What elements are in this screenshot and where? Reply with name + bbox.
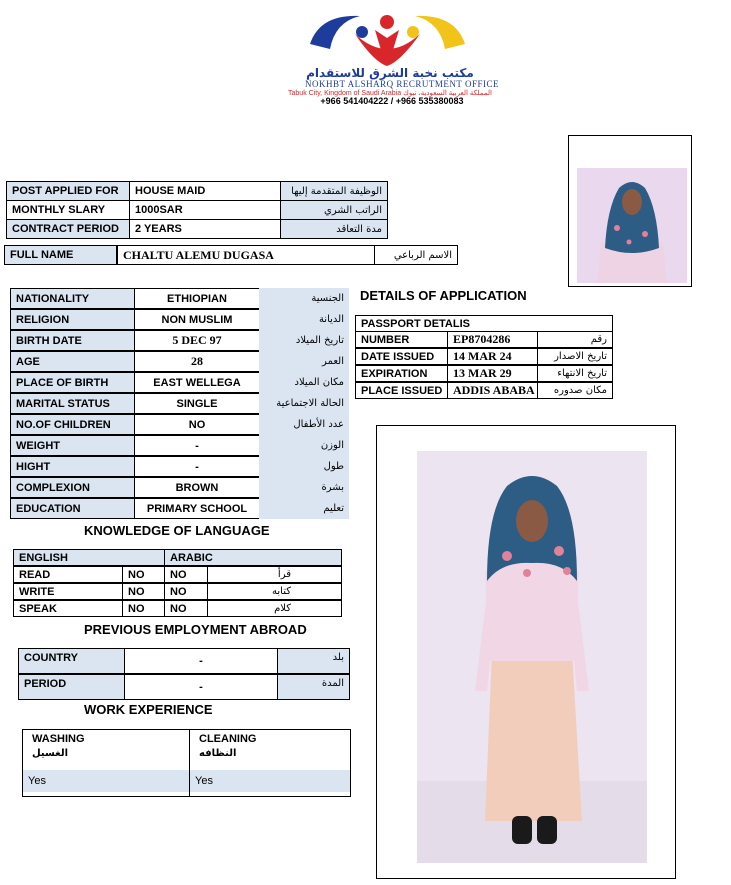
passport-value: 14 MAR 24 xyxy=(447,348,538,365)
personal-value: NO xyxy=(134,414,260,435)
experience-cell xyxy=(189,729,351,797)
experience-cell xyxy=(22,729,190,797)
personal-value: - xyxy=(134,456,260,477)
passport-label: DATE ISSUED xyxy=(355,348,448,365)
lang-col-arabic: ARABIC xyxy=(164,549,342,566)
salary-label: MONTHLY SLARY xyxy=(6,200,130,220)
employment-value: - xyxy=(124,674,278,700)
employment-heading: PREVIOUS EMPLOYMENT ABROAD xyxy=(84,622,307,637)
lang-arabic-value: NO xyxy=(164,583,208,600)
passport-label-ar: تاريخ الاصدار xyxy=(537,348,613,365)
post-value: HOUSE MAID xyxy=(129,181,281,201)
applicant-photo-small xyxy=(577,168,687,283)
lang-col-english: ENGLISH xyxy=(13,549,165,566)
full-name-label: FULL NAME xyxy=(4,245,117,265)
lang-skill-ar: كتابه xyxy=(207,583,342,600)
personal-label-ar: الديانة xyxy=(259,309,349,330)
personal-label: MARITAL STATUS xyxy=(10,393,135,414)
experience-label: CLEANING xyxy=(199,733,257,745)
post-label-ar: الوظيفة المتقدمة إليها xyxy=(280,181,388,201)
experience-heading: WORK EXPERIENCE xyxy=(84,702,213,717)
personal-label: PLACE OF BIRTH xyxy=(10,372,135,393)
personal-label-ar: الحالة الاجتماعية xyxy=(259,393,349,414)
lang-arabic-value: NO xyxy=(164,566,208,583)
lang-english-value: NO xyxy=(122,600,165,617)
passport-label: NUMBER xyxy=(355,331,448,348)
personal-value: ETHIOPIAN xyxy=(134,288,260,309)
personal-value: EAST WELLEGA xyxy=(134,372,260,393)
passport-value: 13 MAR 29 xyxy=(447,365,538,382)
personal-value: PRIMARY SCHOOL xyxy=(134,498,260,519)
personal-label-ar: مكان الميلاد xyxy=(259,372,349,393)
experience-label-ar: الغسيل xyxy=(32,747,69,759)
salary-label-ar: الراتب الشري xyxy=(280,200,388,220)
details-heading: DETAILS OF APPLICATION xyxy=(360,288,527,303)
personal-label: WEIGHT xyxy=(10,435,135,456)
personal-label-ar: عدد الأطفال xyxy=(259,414,349,435)
post-label: POST APPLIED FOR xyxy=(6,181,130,201)
personal-label: HIGHT xyxy=(10,456,135,477)
employment-label: PERIOD xyxy=(18,674,125,700)
experience-label: WASHING xyxy=(32,733,85,745)
full-name-value: CHALTU ALEMU DUGASA xyxy=(117,245,375,265)
contract-label: CONTRACT PERIOD xyxy=(6,219,130,239)
personal-label-ar: تعليم xyxy=(259,498,349,519)
personal-value: - xyxy=(134,435,260,456)
experience-value: Yes xyxy=(23,770,189,792)
office-address: Tabuk City, Kingdom of Saudi Arabia المملكة العربية السعودية، تبوك xyxy=(288,90,492,97)
lang-arabic-value: NO xyxy=(164,600,208,617)
personal-label-ar: بشرة xyxy=(259,477,349,498)
contract-value: 2 YEARS xyxy=(129,219,281,239)
passport-value: ADDIS ABABA xyxy=(447,382,538,399)
passport-label: EXPIRATION xyxy=(355,365,448,382)
personal-value: 5 DEC 97 xyxy=(134,330,260,351)
passport-label: PLACE ISSUED xyxy=(355,382,448,399)
personal-label-ar: طول xyxy=(259,456,349,477)
lang-english-value: NO xyxy=(122,583,165,600)
passport-label-ar: رقم xyxy=(537,331,613,348)
contract-label-ar: مدة التعاقد xyxy=(280,219,388,239)
salary-value: 1000SAR xyxy=(129,200,281,220)
experience-label-ar: النظافه xyxy=(199,747,237,759)
small-photo-frame xyxy=(568,135,692,287)
passport-label-ar: تاريخ الانتهاء xyxy=(537,365,613,382)
personal-label-ar: العمر xyxy=(259,351,349,372)
lang-skill: READ xyxy=(13,566,123,583)
personal-label: AGE xyxy=(10,351,135,372)
personal-label: COMPLEXION xyxy=(10,477,135,498)
full-name-label-ar: الاسم الرباعي xyxy=(374,245,458,265)
office-phones: +966 541404222 / +966 535380083 xyxy=(320,96,464,106)
large-photo-frame xyxy=(376,425,676,879)
passport-label-ar: مكان صدوره xyxy=(537,382,613,399)
personal-label: RELIGION xyxy=(10,309,135,330)
personal-label-ar: الجنسية xyxy=(259,288,349,309)
passport-title: PASSPORT DETALIS xyxy=(355,315,613,332)
office-logo xyxy=(300,4,475,72)
personal-label: NO.OF CHILDREN xyxy=(10,414,135,435)
office-name-en: NOKHBT ALSHARQ RECRUTMENT OFFICE xyxy=(305,79,499,89)
personal-label: BIRTH DATE xyxy=(10,330,135,351)
lang-skill: WRITE xyxy=(13,583,123,600)
employment-label: COUNTRY xyxy=(18,648,125,674)
personal-label-ar: الوزن xyxy=(259,435,349,456)
employment-label-ar: المدة xyxy=(277,674,350,700)
office-name-ar: مكتب نخبة الشرق للاستقدام xyxy=(306,66,474,80)
passport-value: EP8704286 xyxy=(447,331,538,348)
personal-value: 28 xyxy=(134,351,260,372)
lang-skill-ar: قرأ xyxy=(207,566,342,583)
applicant-photo-full xyxy=(417,451,647,863)
personal-label: NATIONALITY xyxy=(10,288,135,309)
employment-value: - xyxy=(124,648,278,674)
language-heading: KNOWLEDGE OF LANGUAGE xyxy=(84,523,270,538)
employment-label-ar: بلد xyxy=(277,648,350,674)
experience-value: Yes xyxy=(190,770,350,792)
personal-value: BROWN xyxy=(134,477,260,498)
lang-skill: SPEAK xyxy=(13,600,123,617)
lang-skill-ar: كلام xyxy=(207,600,342,617)
personal-label-ar: تاريخ الميلاد xyxy=(259,330,349,351)
personal-value: NON MUSLIM xyxy=(134,309,260,330)
lang-english-value: NO xyxy=(122,566,165,583)
personal-label: EDUCATION xyxy=(10,498,135,519)
personal-value: SINGLE xyxy=(134,393,260,414)
